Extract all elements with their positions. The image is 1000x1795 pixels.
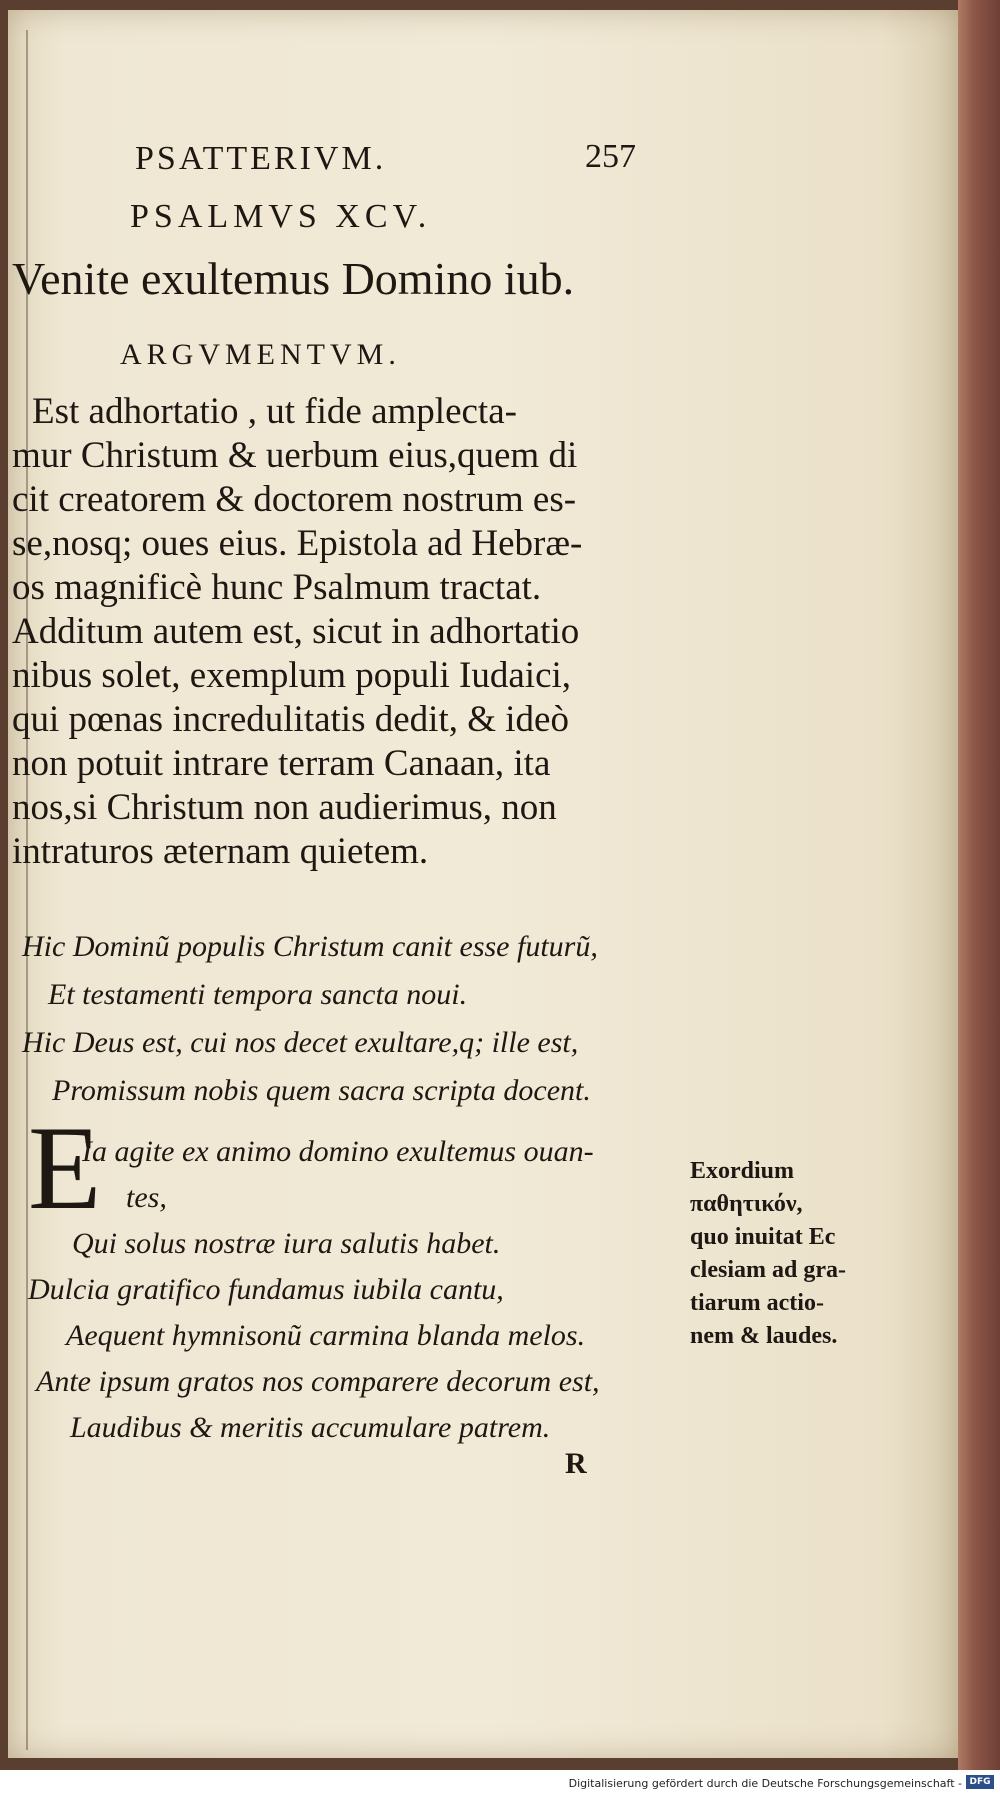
argument-line: nibus solet, exemplum populi Iudaici,	[12, 655, 572, 696]
argument-line: intraturos æternam quietem.	[12, 831, 429, 872]
verse-line: Promissum nobis quem sacra scripta docent.	[52, 1074, 591, 1107]
margin-note-line: nem & laudes.	[690, 1323, 838, 1349]
verse-line: Qui solus nostræ iura salutis habet.	[72, 1227, 501, 1260]
verse-line: Aequent hymnisonũ carmina blanda melos.	[66, 1319, 586, 1352]
verse-line: Ante ipsum gratos nos comparere decorum est,	[36, 1365, 600, 1398]
argument-line: cit creatorem & doctorem nostrum es-	[12, 479, 577, 520]
margin-note	[690, 1158, 846, 1356]
running-head: PSATTERIVM.	[135, 140, 387, 177]
page-number: 257	[585, 138, 636, 175]
verse-line: tes,	[126, 1181, 167, 1214]
margin-note-line: παθητικόν,	[690, 1191, 803, 1217]
verse-line: Hic Dominũ populis Christum canit esse futurũ,	[22, 930, 598, 963]
argument-line: nos,si Christum non audierimus, non	[12, 787, 557, 828]
margin-note-line: Exordium	[690, 1158, 795, 1184]
footer-credit: Digitalisierung gefördert durch die Deutsche Forschungsgemeinschaft -	[568, 1777, 962, 1790]
argument-line: non potuit intrare terram Canaan, ita	[12, 743, 551, 784]
verse-intro	[22, 930, 598, 1122]
margin-note-line: quo inuitat Ec	[690, 1224, 836, 1250]
argument-line: mur Christum & uerbum eius,quem di	[12, 435, 578, 476]
drop-cap-initial: E	[28, 1101, 102, 1234]
verse-line: Et testamenti tempora sancta noui.	[48, 978, 468, 1011]
verse-line: Laudibus & meritis accumulare patrem.	[70, 1411, 551, 1444]
argument-line: os magnificè hunc Psalmum tractat.	[12, 567, 542, 608]
argument-line: qui pœnas incredulitatis dedit, & ideò	[12, 699, 569, 740]
argument-line: Est adhortatio , ut fide amplecta-	[32, 391, 517, 432]
dfg-logo-icon: DFG	[966, 1775, 994, 1789]
margin-note-line: tiarum actio-	[690, 1290, 824, 1316]
argument-heading: ARGVMENTVM.	[120, 338, 401, 371]
argument-line: Additum autem est, sicut in adhortatio	[12, 611, 580, 652]
book-edge	[958, 0, 1000, 1770]
verse-line: Hic Deus est, cui nos decet exultare,q; ille est,	[22, 1026, 579, 1059]
verse-main	[28, 1135, 600, 1457]
argument-line: se,nosq; oues eius. Epistola ad Hebræ-	[12, 523, 583, 564]
psalm-title: PSALMVS XCV.	[130, 198, 432, 235]
margin-note-line: clesiam ad gra-	[690, 1257, 846, 1283]
psalm-incipit: Venite exultemus Domino iub.	[12, 253, 575, 304]
argument-body	[12, 390, 682, 874]
verse-line: Dulcia gratifico fundamus iubila cantu,	[28, 1273, 504, 1306]
catchword: R	[565, 1447, 587, 1480]
verse-line: Ia agite ex animo domino exultemus ouan-	[82, 1135, 594, 1168]
